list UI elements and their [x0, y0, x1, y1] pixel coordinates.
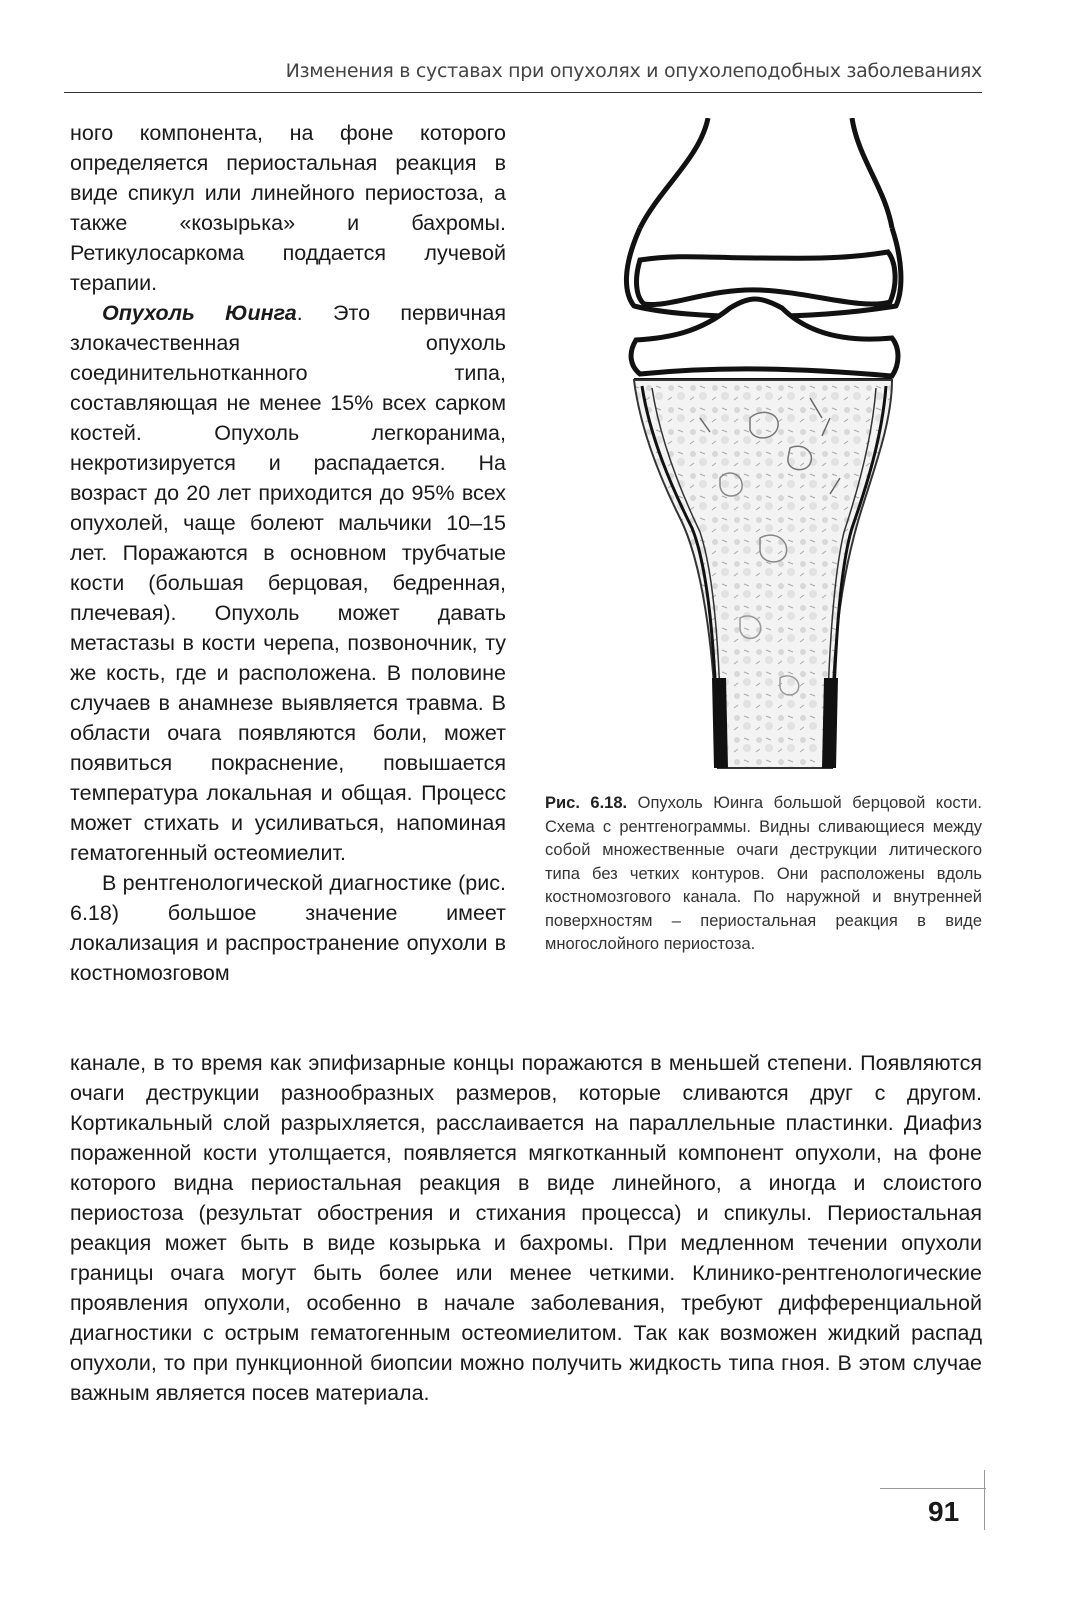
- page-number: 91: [928, 1496, 960, 1527]
- paragraph-radiology-start: В рентгенологической диагностике (рис. 6.18) большое значение имеет локализация и распространение опухоли в костномозговом: [70, 871, 506, 985]
- tibia-illustration: [600, 118, 910, 778]
- paragraph-radiology-continued: канале, в то время как эпифизарные концы поражаются в меньшей степени. Появляются очаги деструкции разнообразных размеров, которые сливаются друг с другом. Кортикальный слой разрыхляется, расслаивается на параллельные пластинки. Диафиз пораженной кости утолщается, появляется мягкотканный компонент опухоли, на фоне которого видна периостальная реакция в виде линейного, а иногда и слоистого периостоза (результат обострения и стихания процесса) и спикулы. Периостальная реакция может быть в виде козырька и бахромы. При медленном течении опухоли границы очага могут быть более или менее четкими. Клинико-рентгенологические проявления опухоли, особенно в начале заболевания, требуют дифференциальной диагностики с острым гематогенным остеомиелитом. Так как возможен жидкий распад опухоли, то при пункционной биопсии можно получить жидкость типа гноя. В этом случае важным является посев материала.: [70, 1051, 982, 1405]
- figure-label: Рис. 6.18.: [545, 794, 628, 812]
- ewing-sarcoma-text: . Это первичная злокачественная опухоль соединительнотканного типа, составляющая не менее 15% всех сарком костей. Опухоль легкоранима, некротизируется и распадается. На возраст до 20 лет приходится до 95% всех опухолей, чаще болеют мальчики 10–15 лет. Поражаются в основном трубчатые кости (большая берцовая, бедренная, плечевая). Опухоль может давать метастазы в кости черепа, позвоночник, ту же кость, где и расположена. В половине случаев в анамнезе выявляется травма. В области очага появляются боли, может появиться покраснение, повышается температура локальная и общая. Процесс может стихать и усиливаться, напоминая гематогенный остеомиелит.: [70, 301, 506, 865]
- page-corner-rule-horizontal: [880, 1488, 986, 1489]
- figure-caption-text: Опухоль Юинга большой берцовой кости. Схема с рентгенограммы. Видны сливающиеся между собой множественные очаги деструкции литического типа без четких контуров. Они расположены вдоль костномозгового канала. По наружной и внутренней поверхностям – периостальная реакция в виде многослойного периостоза.: [545, 794, 982, 953]
- tibia-drawing: [600, 118, 910, 778]
- figure-caption: [545, 792, 982, 957]
- ewing-sarcoma-heading: Опухоль Юинга: [102, 301, 297, 325]
- paragraph-ewing-sarcoma: [70, 298, 506, 868]
- header-rule: [64, 92, 982, 93]
- left-text-column: [70, 118, 506, 988]
- paragraph-reticulosarcoma: ного компонента, на фоне которого определяется периостальная реакция в виде спикул или линейного периостоза, а также «козырька» и бахромы. Ретикулосаркома поддается лучевой терапии.: [70, 121, 506, 295]
- running-title: Изменения в суставах при опухолях и опухолеподобных заболеваниях: [285, 60, 982, 82]
- page-corner-rule-vertical: [984, 1470, 985, 1530]
